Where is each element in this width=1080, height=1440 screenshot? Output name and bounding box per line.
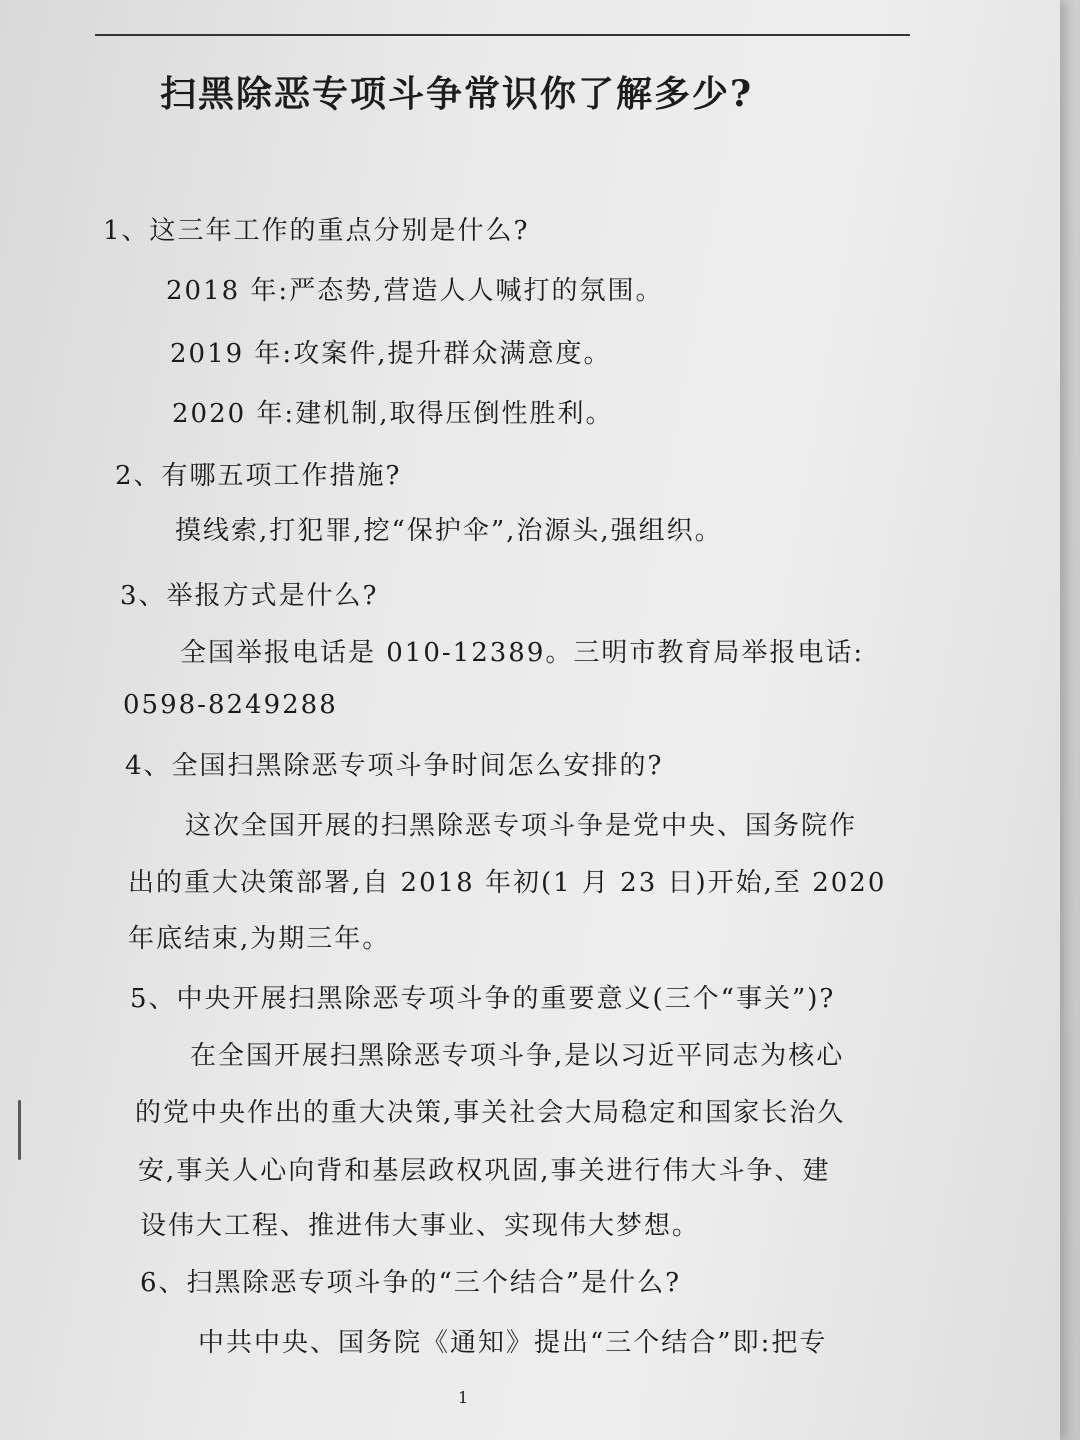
answer-1-2018: 2018 年:严态势,营造人人喊打的氛围。 <box>166 276 664 306</box>
answer-5-line-4: 设伟大工程、推进伟大事业、实现伟大梦想。 <box>140 1211 701 1241</box>
question-3: 3、举报方式是什么? <box>120 581 379 611</box>
answer-5-line-2: 的党中央作出的重大决策,事关社会大局稳定和国家长治久 <box>135 1098 846 1128</box>
question-4: 4、全国扫黑除恶专项斗争时间怎么安排的? <box>125 751 664 781</box>
answer-4-line-3: 年底结束,为期三年。 <box>128 924 391 954</box>
question-6: 6、扫黑除恶专项斗争的“三个结合”是什么? <box>140 1268 682 1298</box>
binding-mark <box>18 1100 21 1160</box>
answer-5-line-1: 在全国开展扫黑除恶专项斗争,是以习近平同志为核心 <box>190 1041 845 1071</box>
question-2: 2、有哪五项工作措施? <box>115 461 402 491</box>
answer-6-line-1: 中共中央、国务院《通知》提出“三个结合”即:把专 <box>198 1328 828 1358</box>
question-1: 1、这三年工作的重点分别是什么? <box>103 216 530 246</box>
answer-2: 摸线索,打犯罪,挖“保护伞”,治源头,强组织。 <box>175 516 723 546</box>
answer-4-line-1: 这次全国开展的扫黑除恶专项斗争是党中央、国务院作 <box>185 811 858 841</box>
answer-4-line-2: 出的重大决策部署,自 2018 年初(1 月 23 日)开始,至 2020 <box>128 868 887 898</box>
answer-1-2020: 2020 年:建机制,取得压倒性胜利。 <box>172 399 614 429</box>
answer-3-line-2: 0598-8249288 <box>123 690 338 720</box>
answer-1-2019: 2019 年:攻案件,提升群众满意度。 <box>170 339 612 369</box>
page-number: 1 <box>458 1388 469 1407</box>
header-rule <box>95 34 910 36</box>
document-title: 扫黑除恶专项斗争常识你了解多少? <box>160 73 754 115</box>
answer-3-line-1: 全国举报电话是 010-12389。三明市教育局举报电话: <box>180 638 865 668</box>
question-5: 5、中央开展扫黑除恶专项斗争的重要意义(三个“事关”)? <box>130 984 836 1014</box>
answer-5-line-3: 安,事关人心向背和基层政权巩固,事关进行伟大斗争、建 <box>138 1156 831 1186</box>
